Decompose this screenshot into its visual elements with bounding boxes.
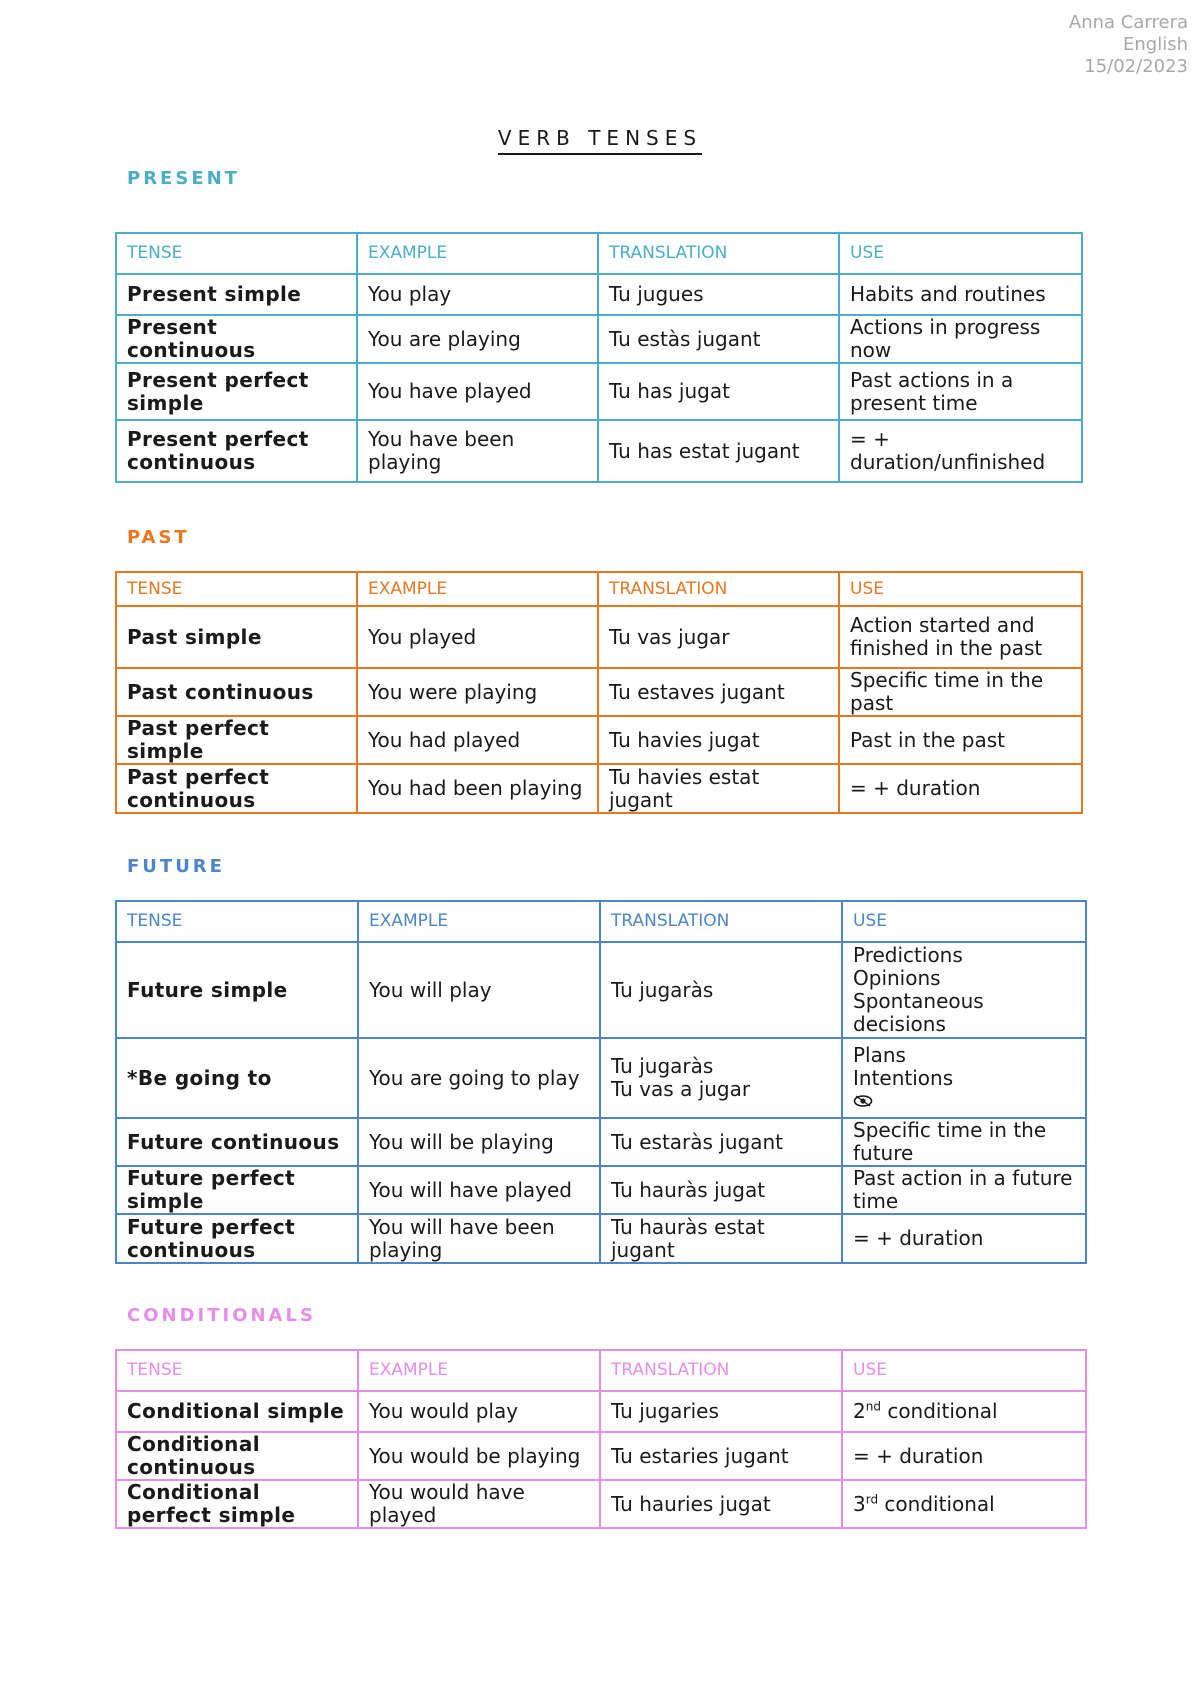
table-row [116, 1118, 1086, 1166]
example-cell: You had played [357, 716, 598, 764]
translation-cell: Tu jugaràs Tu vas a jugar [600, 1038, 842, 1118]
use-cell: Actions in progress now [839, 315, 1082, 363]
tense-cell: Future continuous [116, 1118, 358, 1166]
use-line: Opinions [853, 966, 941, 990]
ordinal-number: 2 [853, 1399, 866, 1423]
use-line: Spontaneous decisions [853, 989, 984, 1036]
table-row [116, 363, 1082, 420]
translation-cell: Tu estaves jugant [598, 668, 839, 716]
example-cell: You are going to play [358, 1038, 600, 1118]
table-row [116, 274, 1082, 315]
header-use: USE [842, 1350, 1086, 1391]
use-cell: Specific time in the past [839, 668, 1082, 716]
tense-cell: Past simple [116, 606, 357, 668]
example-cell: You were playing [357, 668, 598, 716]
translation-cell: Tu vas jugar [598, 606, 839, 668]
use-cell [842, 942, 1086, 1038]
translation-cell: Tu havies jugat [598, 716, 839, 764]
translation-cell: Tu jugaràs [600, 942, 842, 1038]
example-cell: You will be playing [358, 1118, 600, 1166]
use-cell [842, 1391, 1086, 1432]
header-example: EXAMPLE [357, 572, 598, 606]
use-cell: Action started and finished in the past [839, 606, 1082, 668]
use-cell: Past in the past [839, 716, 1082, 764]
translation-cell: Tu hauràs estat jugant [600, 1214, 842, 1263]
past-heading: PAST [127, 527, 190, 548]
document-date: 15/02/2023 [1084, 56, 1188, 77]
author-name: Anna Carrera [1068, 12, 1188, 33]
page-title: VERB TENSES [498, 126, 702, 155]
table-row [116, 764, 1082, 813]
use-cell [842, 1480, 1086, 1528]
use-cell: = + duration [839, 764, 1082, 813]
header-translation: TRANSLATION [598, 572, 839, 606]
example-cell: You would be playing [358, 1432, 600, 1480]
ordinal-suffix: nd [865, 1399, 881, 1414]
table-header-row [116, 233, 1082, 274]
use-line: Plans [853, 1042, 906, 1067]
tense-cell: *Be going to [116, 1038, 358, 1118]
translation-cell: Tu has estat jugant [598, 420, 839, 482]
conditionals-heading: CONDITIONALS [127, 1305, 316, 1326]
use-cell: Habits and routines [839, 274, 1082, 315]
use-cell: = + duration [842, 1214, 1086, 1263]
table-row [116, 606, 1082, 668]
example-cell: You are playing [357, 315, 598, 363]
header-tense: TENSE [116, 901, 358, 942]
tense-cell: Present perfect simple [116, 363, 357, 420]
use-cell [842, 1038, 1086, 1118]
table-row [116, 1214, 1086, 1263]
future-heading: FUTURE [127, 856, 225, 877]
table-row [116, 1038, 1086, 1118]
header-use: USE [842, 901, 1086, 942]
example-cell: You have played [357, 363, 598, 420]
present-table [115, 232, 1083, 483]
conditionals-table [115, 1349, 1087, 1529]
tense-cell: Present continuous [116, 315, 357, 363]
eye-emoji-icon [853, 1090, 1075, 1113]
use-cell: = + duration/unfinished [839, 420, 1082, 482]
header-translation: TRANSLATION [600, 1350, 842, 1391]
header-tense: TENSE [116, 1350, 358, 1391]
table-header-row [116, 1350, 1086, 1391]
use-cell: Past actions in a present time [839, 363, 1082, 420]
example-cell: You would have played [358, 1480, 600, 1528]
tense-cell: Present perfect continuous [116, 420, 357, 482]
use-line: Intentions [853, 1065, 954, 1090]
ordinal-number: 3 [853, 1491, 866, 1516]
tense-cell: Past perfect continuous [116, 764, 357, 813]
table-row [116, 942, 1086, 1038]
translation-cell: Tu has jugat [598, 363, 839, 420]
translation-cell: Tu hauries jugat [600, 1480, 842, 1528]
subject-name: English [1123, 34, 1188, 55]
translation-cell: Tu estaries jugant [600, 1432, 842, 1480]
use-text: conditional [880, 1399, 998, 1423]
tense-cell: Past continuous [116, 668, 357, 716]
translation-cell: Tu jugues [598, 274, 839, 315]
use-cell: Specific time in the future [842, 1118, 1086, 1166]
tense-cell: Past perfect simple [116, 716, 357, 764]
header-example: EXAMPLE [358, 1350, 600, 1391]
tense-cell: Present simple [116, 274, 357, 315]
use-line: Predictions [853, 943, 963, 967]
example-cell: You would play [358, 1391, 600, 1432]
tense-cell: Future simple [116, 942, 358, 1038]
header-example: EXAMPLE [358, 901, 600, 942]
header-tense: TENSE [116, 572, 357, 606]
present-heading: PRESENT [127, 168, 240, 189]
example-cell: You will play [358, 942, 600, 1038]
example-cell: You play [357, 274, 598, 315]
table-header-row [116, 572, 1082, 606]
example-cell: You played [357, 606, 598, 668]
header-translation: TRANSLATION [600, 901, 842, 942]
table-row [116, 716, 1082, 764]
ordinal-suffix: rd [865, 1491, 879, 1506]
header-translation: TRANSLATION [598, 233, 839, 274]
translation-cell: Tu havies estat jugant [598, 764, 839, 813]
table-row [116, 1432, 1086, 1480]
table-row [116, 1480, 1086, 1528]
tense-cell: Conditional continuous [116, 1432, 358, 1480]
translation-cell: Tu hauràs jugat [600, 1166, 842, 1214]
translation-cell: Tu estàs jugant [598, 315, 839, 363]
tense-cell: Future perfect simple [116, 1166, 358, 1214]
use-cell: = + duration [842, 1432, 1086, 1480]
table-row [116, 420, 1082, 482]
table-header-row [116, 901, 1086, 942]
tense-cell: Conditional simple [116, 1391, 358, 1432]
example-cell: You had been playing [357, 764, 598, 813]
example-cell: You have been playing [357, 420, 598, 482]
table-row [116, 1391, 1086, 1432]
header-use: USE [839, 233, 1082, 274]
translation-cell: Tu estaràs jugant [600, 1118, 842, 1166]
page-title-wrapper [0, 126, 1200, 155]
use-text: conditional [878, 1491, 995, 1516]
past-table [115, 571, 1083, 814]
example-cell: You will have played [358, 1166, 600, 1214]
header-tense: TENSE [116, 233, 357, 274]
example-cell: You will have been playing [358, 1214, 600, 1263]
tense-cell: Conditional perfect simple [116, 1480, 358, 1528]
table-row [116, 315, 1082, 363]
future-table [115, 900, 1087, 1264]
table-row [116, 668, 1082, 716]
use-cell: Past action in a future time [842, 1166, 1086, 1214]
header-example: EXAMPLE [357, 233, 598, 274]
header-use: USE [839, 572, 1082, 606]
tense-cell: Future perfect continuous [116, 1214, 358, 1263]
table-row [116, 1166, 1086, 1214]
document-meta [1069, 12, 1188, 78]
translation-cell: Tu jugaries [600, 1391, 842, 1432]
